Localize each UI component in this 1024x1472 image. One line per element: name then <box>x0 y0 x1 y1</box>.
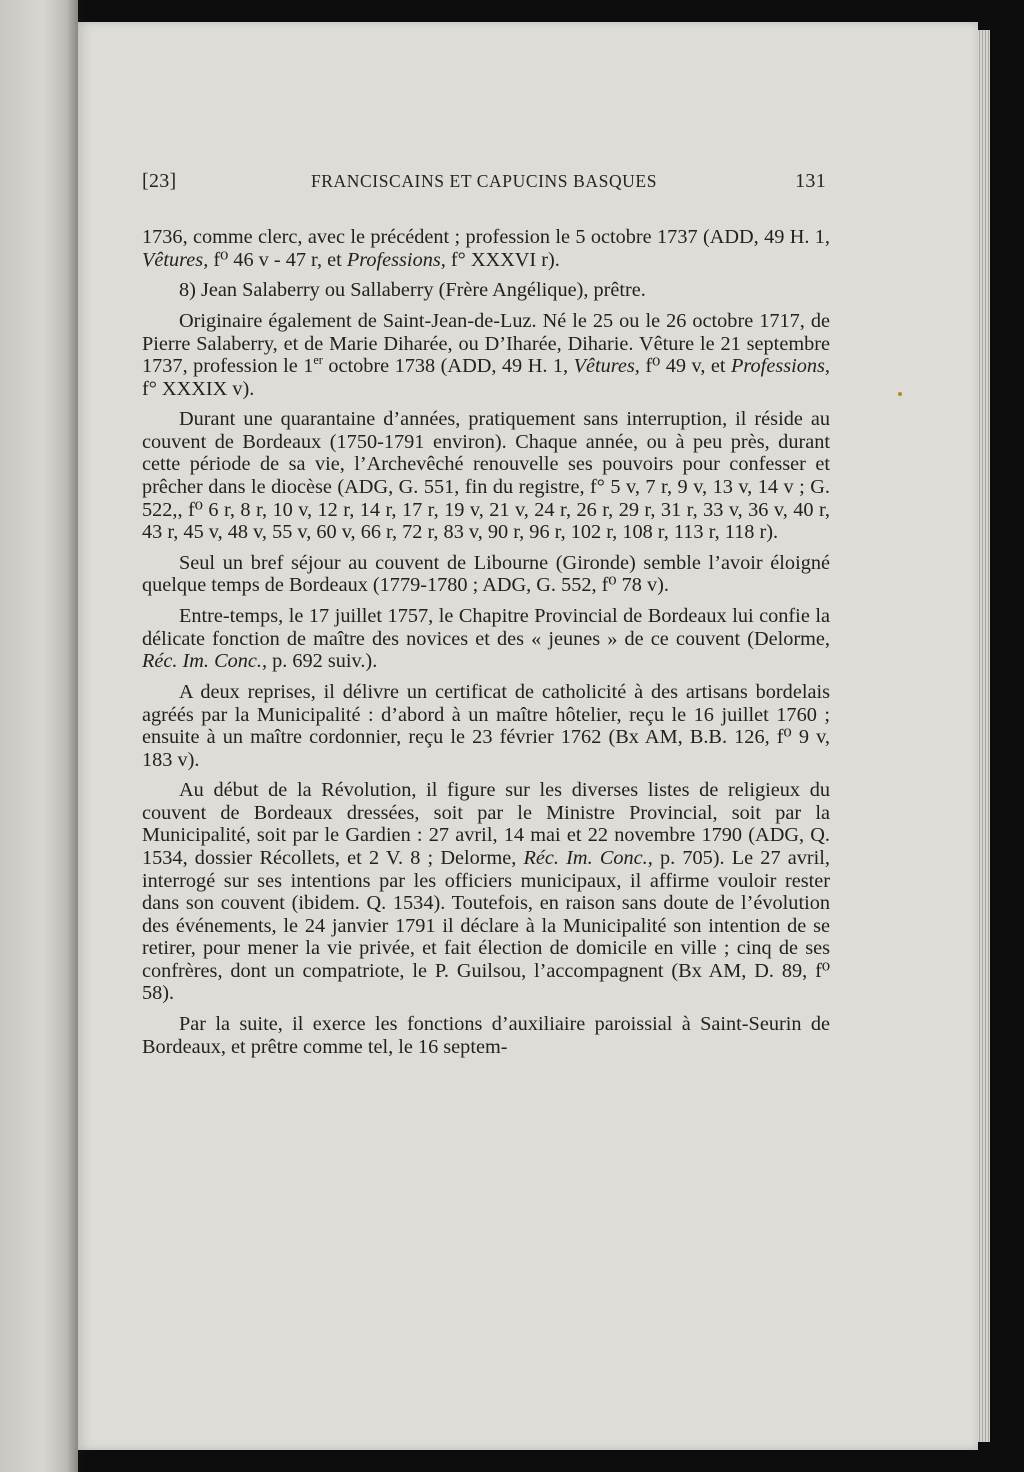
paragraph <box>142 552 830 597</box>
text-run: Par la suite, il exerce les fonctions d’auxiliaire paroissial à Saint-Seurin de Bordeaux, et prêtre comme tel, le 16 septem- <box>142 1013 830 1058</box>
text-run: p. 705). Le 27 avril, interrogé sur ses intentions par les officiers municipaux, il affirme vouloir rester dans son couvent (ibidem. Q. 1534). Toutefois, en raison sans doute de l’évolution des événements, le 24 janvier 1791 il déclare à la Municipalité son intention de se retirer, pour mener la vie privée, et fait élection de domicile en ville ; cinq de ses confrères, dont un compatriote, le P. Guilsou, l’accompagnent (Bx AM, D. 89, f⁰ 58). <box>142 846 831 1005</box>
text-run: 1736, comme clerc, avec le précédent ; profession le 5 octobre 1737 (ADD, 49 H. 1, <box>142 226 830 248</box>
paragraph <box>142 226 830 271</box>
italic-text: Réc. Im. Conc., <box>523 846 653 869</box>
text-run: f⁰ 49 v, et <box>639 355 732 378</box>
italic-text: Professions, <box>346 248 446 271</box>
italic-text: Réc. Im. Conc., <box>142 650 268 673</box>
superscript: er <box>313 353 323 368</box>
italic-text: Vêtures, <box>573 355 640 378</box>
text-run: Seul un bref séjour au couvent de Libourne (Gironde) semble l’avoir éloigné quelque temps de Bordeaux (1779-1780 ; ADG, G. 552, f⁰ 78 v). <box>142 551 830 597</box>
text-run: p. 692 suiv.). <box>267 650 378 673</box>
text-run: Originaire également de Saint-Jean-de-Luz. Né le 25 ou le 26 octobre 1717, de Pierre Salaberry, et de Marie Diharée, ou D’Iharée, Diharie. Vêture le 21 septembre 1737, profession le 1 <box>142 310 830 378</box>
text-run: Durant une quarantaine d’années, pratiquement sans interruption, il réside au couvent de Bordeaux (1750-1791 environ). Chaque année, ou à peu près, durant cette période de sa vie, l’Archevêché renouvelle ses pouvoirs pour confesser et prêcher dans le diocèse (ADG, G. 551, fin du registre, f° 5 v, 7 r, 9 v, 13 v, 14 v ; G. 522,, f⁰ 6 r, 8 r, 10 v, 12 r, 14 r, 17 r, 19 v, 21 v, 24 r, 26 r, 29 r, 31 r, 33 v, 36 v, 40 r, 43 r, 45 v, 48 v, 55 v, 60 v, 66 r, 72 r, 83 v, 90 r, 96 r, 102 r, 108 r, 113 r, 118 r). <box>142 408 830 544</box>
paragraph <box>142 681 830 771</box>
text-run: f° XXXVI r). <box>445 248 560 271</box>
body-text <box>142 226 830 1066</box>
text-run: Entre-temps, le 17 juillet 1757, le Chapitre Provincial de Bordeaux lui confie la délicate fonction de maître des novices et des « jeunes » de ce couvent (Delorme, <box>142 605 830 650</box>
paragraph <box>142 1013 830 1058</box>
facing-page-edge <box>0 0 78 1472</box>
text-run: Au début de la Révolution, il figure sur les diverses listes de religieux du couvent de Bordeaux dressées, soit par le Ministre Provincial, soit par la Municipalité, soit par le Gardien : 27 avril, 14 mai et 22 novembre 1790 (ADG, Q. 1534, dossier Récollets, et 2 V. 8 ; Delorme, <box>142 779 830 869</box>
paragraph <box>142 408 830 543</box>
text-run: A deux reprises, il délivre un certificat de catholicité à des artisans bordelais agréés par la Municipalité : d’abord à un maître hôtelier, reçu le 16 juillet 1760 ; ensuite à un maître cordonnier, reçu le 23 février 1762 (Bx AM, B.B. 126, f⁰ 9 v, 183 v). <box>142 680 830 771</box>
italic-text: Professions, <box>731 355 830 378</box>
running-title: FRANCISCAINS ET CAPUCINS BASQUES <box>310 171 658 191</box>
text-run: octobre 1738 (ADD, 49 H. 1, <box>322 355 574 378</box>
text-run: 8) Jean Salaberry ou Sallaberry (Frère Angélique), prêtre. <box>179 279 646 302</box>
text-run: f° XXXIX v). <box>142 377 255 400</box>
text-run: f⁰ 46 v - 47 r, et <box>208 248 347 271</box>
paragraph <box>142 279 830 302</box>
page-number: 131 <box>795 170 826 192</box>
paragraph <box>142 605 830 673</box>
section-number: [23] <box>142 170 177 192</box>
paragraph <box>142 779 830 1004</box>
paragraph <box>142 310 830 400</box>
italic-text: Vêtures, <box>142 248 209 271</box>
paper-speck <box>898 392 902 396</box>
